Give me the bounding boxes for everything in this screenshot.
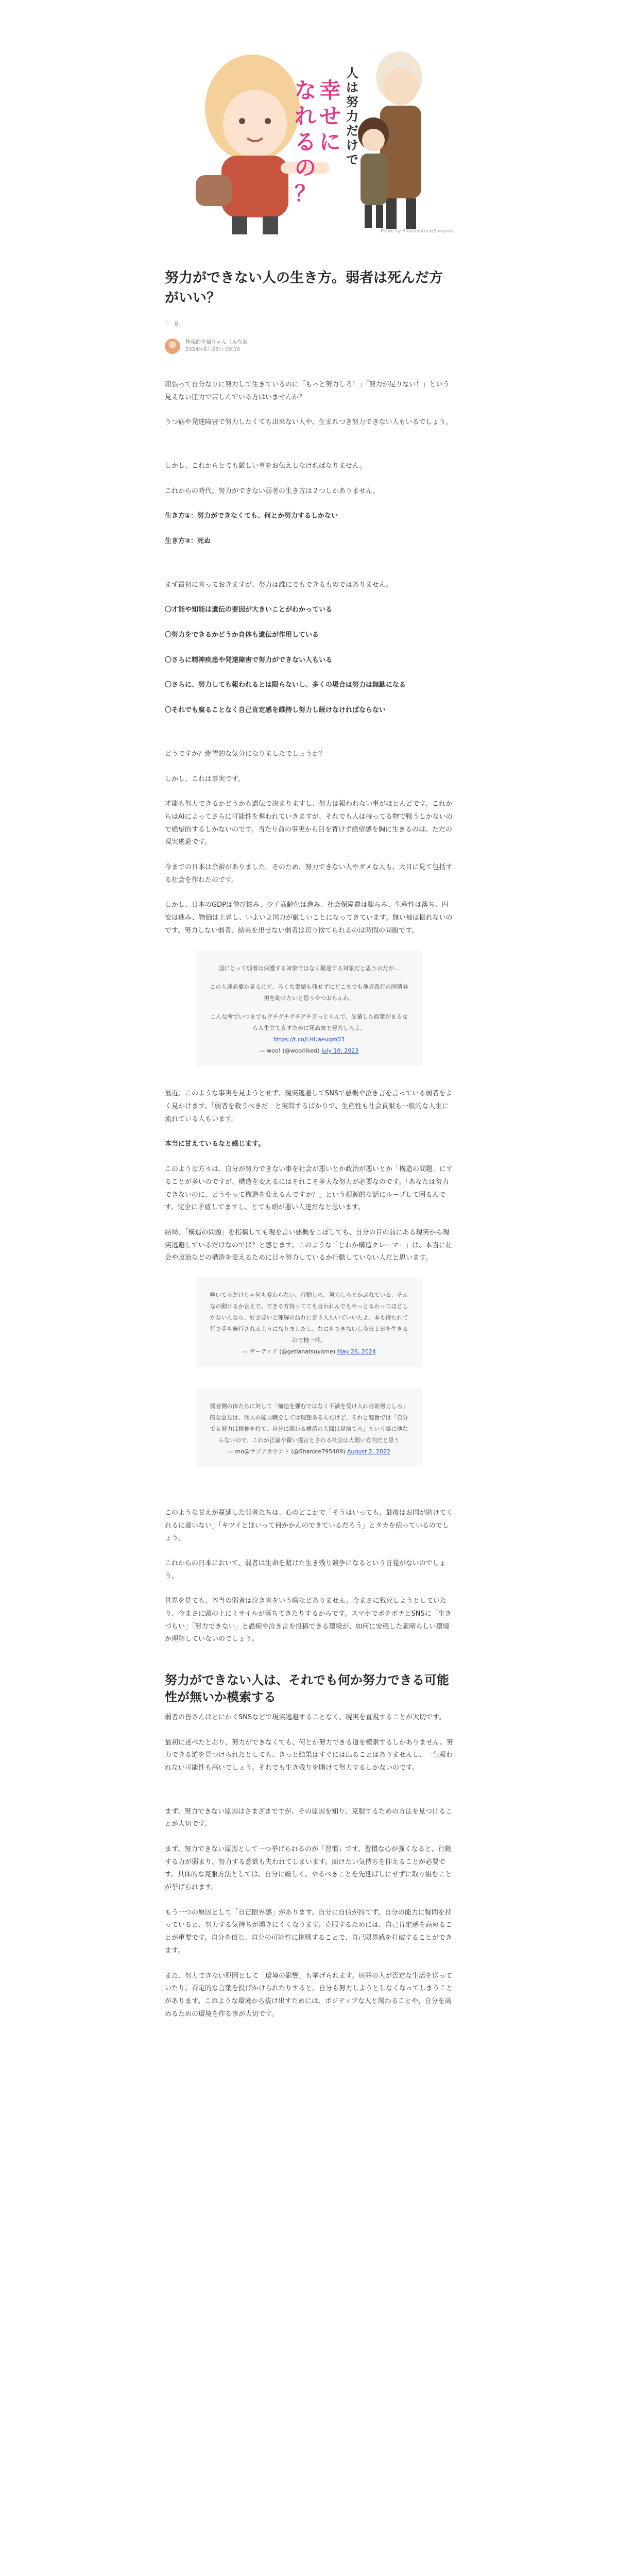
tweet-link[interactable]: https://t.co/LHUaeugm03: [273, 1036, 345, 1043]
like-button[interactable]: [165, 317, 453, 331]
paragraph: 弱者の皆さんはとにかくSNSなどで現実逃避することなく、現実を直視することが大切です。: [165, 1713, 445, 1721]
paragraph: また、努力できない原因として「環境の影響」も挙げられます。周囲の人が否定な生活を送っていたり、否定的な言葉を投げかけられたりすると、自分も努力しようとしなくなってしまうことがあります。このような環境から抜け出すためには、ポジティブな人と関わることや、自分を高めるための環境を作る事が大切です。: [165, 1972, 453, 2018]
svg-text:の: の: [295, 155, 317, 180]
svg-text:な: な: [295, 78, 317, 103]
paragraph: このような方々は、自分が努力できない事を社会が悪いとか政治が悪いとか「構造の問題」にすることが多いのですが、構造を変えるにはそれこそ多大な努力が必要なのです。「あなたは努力できないのに、どうやって構造を変えるんですか？」という根源的な話にループして困るんです。完全に矛盾してますし、とても頭が悪い人達だなと思います。: [165, 1165, 453, 1212]
embedded-tweet: [196, 1388, 422, 1467]
paragraph: しかし、これは事実です。: [165, 775, 245, 783]
paragraph: 〇それでも腐ることなく自己肯定感を維持し努力し続けなければならない: [165, 706, 386, 715]
svg-text:で: で: [346, 152, 358, 167]
paragraph: 〇さらに、努力しても報われるとは限らないし、多くの場合は努力は無駄になる: [165, 681, 406, 689]
paragraph: 世界を見ても、本当の弱者は泣き言をいう暇などありません。今まさに戦死しようとしていたり、今まさに頭の上にミサイルが落ちてきたりするからです。スマホでポチポチとSNSに「生きづらい」「努力できない」と愚痴や泣き言を投稿できる環境が、如何に安穏した素晴らしい環境か理解していないのでしょう。: [165, 1597, 452, 1643]
svg-text:だ: だ: [346, 124, 358, 138]
svg-text:に: に: [319, 129, 341, 155]
paragraph: まず最初に言っておきますが、努力は誰にでもできるものではありません。: [165, 581, 393, 589]
svg-text:力: 力: [346, 109, 358, 124]
like-count: 0: [174, 320, 178, 328]
svg-text:努: 努: [346, 95, 358, 109]
author-name[interactable]: 体現的幸福ちゃん（Ａ代表: [185, 340, 247, 346]
embedded-tweet: [196, 951, 422, 1066]
paragraph: 頑張って自分なりに努力して生きているのに「もっと努力しろ！」「努力が足りない！」という見えない圧力で苦しんでいる方はいませんか？: [165, 380, 450, 401]
svg-text:は: は: [346, 80, 358, 95]
paragraph: 最近、このような事実を見ようとせず、現実逃避してSNSで悪概や泣き言を言っている弱者をよく見かけます。「弱者を救うべきだ」と実問するばかりで、生産性も社会貢献も一般的な人生に流れている人もいます。: [165, 1090, 453, 1123]
svg-text:れ: れ: [295, 104, 317, 129]
tweet-text: この人達必要か見るけど、ろくな業績も残せずにどこまでも他者我行の国債券担を助けたいと思うやつおらんわ。: [210, 984, 408, 1002]
svg-text:る: る: [295, 129, 317, 155]
svg-text:幸: 幸: [319, 78, 341, 103]
hero-credit: Photo by Shutterstock/Sanyous: [381, 228, 453, 234]
article: [165, 0, 453, 2021]
paragraph: 今までの日本は余裕がありました。そのため、努力できない人やダメな人も、大目に見て包括する社会を作れたのです。: [165, 863, 453, 884]
paragraph: 生き方①：努力ができなくても、何とか努力するしかない: [165, 512, 338, 520]
paragraph: 〇才能や知能は遺伝の要因が大きいことがわかっている: [165, 606, 333, 614]
svg-text:せ: せ: [319, 104, 341, 129]
tweet-text: 嘆いてるだけじゃ何も変わらない、行動しろ、努力しろとかぶれている、そんなの動けるか言えで、できる方持ってても言われんでもやっとるわってほどしかないんなら、好きほいと理解の訪れに言う人たいていいたよ、本も持たれて行で手も無行されるようになりましたし、なにもできないし今日１日を生きるので精一杯。: [210, 1291, 408, 1344]
section-heading: 努力ができない人は、それでも何か努力できる可能性が無いか模索する: [165, 1673, 449, 1704]
paragraph: 〇さらに精神疾患や発達障害で努力ができない人もいる: [165, 656, 333, 664]
paragraph: 結局、「構造の問題」を指摘しても現を言い悪概をこぼしても、自分の目の前にある現実から現実逃避しているだけなのでは？と感じます。このような「じわか構造クレーマー」は、本当に社会や政治などの構造を変えるために日々努力しているか行動していない人だと思います。: [165, 1228, 452, 1262]
paragraph: しかし、日本のGDPは伸び悩み、少子高齢化は進み、社会保障費は膨らみ、生産性は落ち、円安は進み、物価は上昇し、いよいよ国力が厳しいことになってきています。無い袖は振れないのです。努力しない弱者、結果を出せない弱者は切り捨てられるのは時間の問題です。: [165, 901, 453, 935]
svg-text:け: け: [346, 138, 358, 152]
paragraph: うつ病や発達障害で努力したくても出来ない人や、生まれつき努力できない人もいるでしょう。: [165, 418, 453, 427]
tweet-author[interactable]: — woo! (@woo(liked): [259, 1047, 320, 1055]
tweet-author[interactable]: — ゲーティア (@getianatsuyome): [242, 1348, 336, 1355]
post-date: 2024年8月28日 09:10: [185, 346, 241, 352]
embedded-tweet: [196, 1277, 422, 1367]
tweet-text: こんな所でいつまでもグチグチグチグチ言っとらんで、先輩した政策がまるなら人生立て直すために死ぬ気で努力しろよ。: [210, 1013, 408, 1032]
hero-image: [165, 21, 453, 237]
paragraph: まず、努力できない原因として一つ挙げられるのが「習慣」です。習慣な心が強くなると、行動する力が弱まり、努力する意欲も失われてしまいます。面けたい気持ちを抑えることが必要です。具体的な克服方法としては、自分に厳しく、やるべきことを先延ばしにせずに取り組むことが挙げられます。: [165, 1845, 452, 1892]
page-title: 努力ができない人の生き方。弱者は死んだ方がいい？: [165, 270, 443, 307]
tweet-date[interactable]: July 10, 2023: [321, 1047, 359, 1055]
hero-illustration: [165, 21, 453, 237]
author-meta: [165, 338, 453, 354]
paragraph: しかし、これからとても厳しい事をお伝えしなければなりません。: [165, 462, 366, 470]
tweet-author[interactable]: — mo@サブアカウント (@Shanice795409): [228, 1448, 346, 1455]
heart-icon: ♡: [165, 320, 171, 329]
paragraph: これからの時代、努力ができない弱者の生き方は２つしかありません。: [165, 487, 380, 495]
tweet-date[interactable]: August 2, 2022: [347, 1448, 390, 1455]
paragraph: どうですか？絶望的な気分になりましたでしょうか？: [165, 750, 326, 758]
svg-text:？: ？: [295, 181, 317, 206]
paragraph: まず、努力できない原因はさまざまですが、その原因を知り、克服するための方法を見つけることが大切です。: [165, 1807, 452, 1828]
paragraph: 才能も努力できるかどうかも遺伝で決まりますし、努力は報われない事がほとんどです。これからはAIによってさらに可能性を奪われていきますが、それでも人は持ってる物で戦うしかないので絶望的するしかないのです。当たり前の事実から目を背けず絶望感を胸に生きるのは、ただの現実逃避です。: [165, 800, 453, 846]
paragraph: 最初に述べたとおり、努力ができなくても、何とか努力できる道を模索するしかありません。努力できる道を見つけられたとしても、きっと結果はすぐには出ることはありませんし、一生報われない可能性も高いでしょう。それでも生き残りを賭けて努力するしかないのです。: [165, 1738, 453, 1772]
paragraph: 〇努力をできるかどうか自体も遺伝が作用している: [165, 631, 319, 639]
tweet-text: 弱者側の体たちに対して「構造を弾むではなく不満を受け入れ自助努力しろ」的な意見は、個人の能力職をしては理想あるんだけど、それと趣旨では「自分でも努力は精神を持て、自分に関わる構造の人間は見捨てろ」という事に他ならないので、これが正論や賢い提言とされる社会は大弱い方向だと思う: [210, 1402, 408, 1444]
author-info: [185, 339, 247, 353]
paragraph: これからの日本において、弱者は生命を賭けた生き残り競争になるという自覚がないのでしょう。: [165, 1560, 446, 1580]
avatar[interactable]: [165, 338, 180, 354]
paragraph: 生き方②：死ぬ: [165, 537, 211, 545]
tweet-date[interactable]: May 26, 2024: [337, 1348, 376, 1355]
svg-text:人: 人: [346, 66, 358, 80]
paragraph: もう一つの原因として「自己限界感」があります。自分に自信が持てず、自分の能力に疑問を持っていると、努力する気持ちが湧きにくくなります。克服するためには、自己肯定感を高めることが重要です。自分を信じ、自分の可能性に挑戦することで、自己限界感を打破することができます。: [165, 1908, 452, 1955]
paragraph: このような甘えが蔓延した弱者たちは、心のどこかで「そうはいっても、最後はお国が助けてくれるに違いない」「キツイとほいって何かかんのできているだろう」とタカを括っているのでしょう。: [165, 1509, 453, 1543]
paragraph: 本当に甘えているなと感じます。: [165, 1140, 265, 1148]
tweet-text: 国にとって弱者は保護する対象ではなく駆逐する対象だと思うのだが…: [218, 965, 400, 972]
